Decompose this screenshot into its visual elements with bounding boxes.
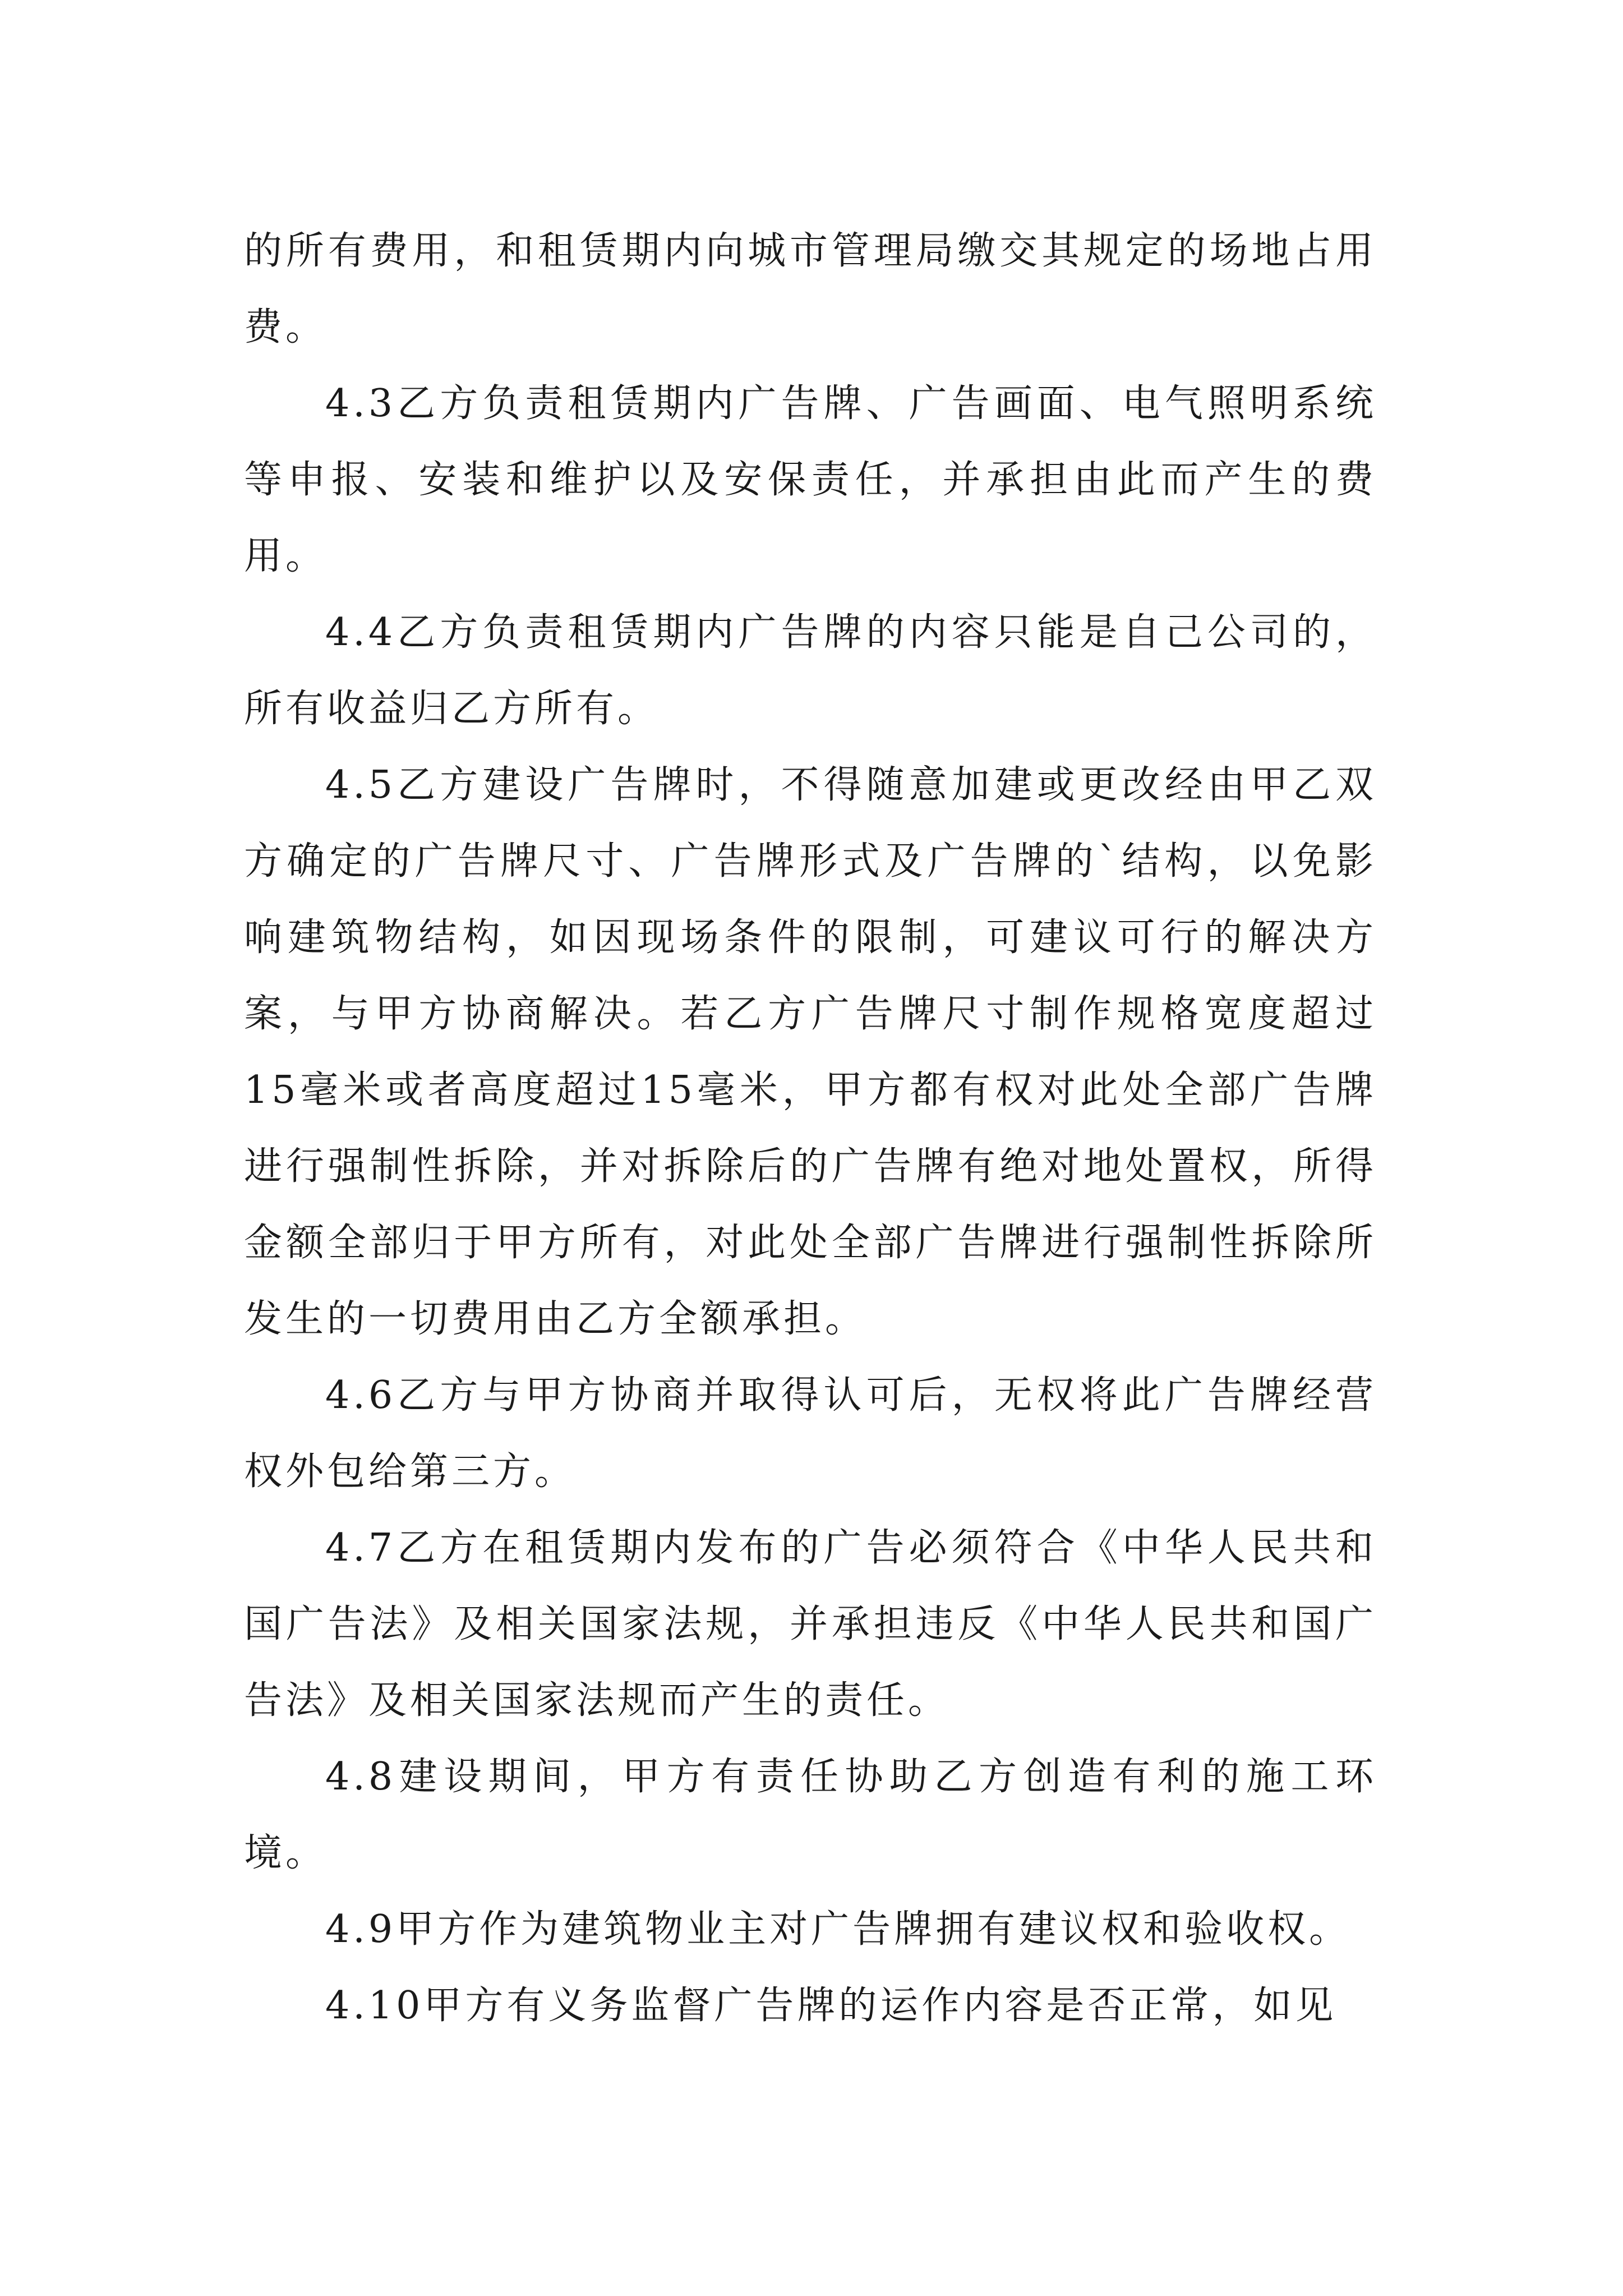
clause-4-6: 4.6乙方与甲方协商并取得认可后，无权将此广告牌经营权外包给第三方。: [244, 1373, 1377, 1494]
clause-4-3: 4.3乙方负责租赁期内广告牌、广告画面、电气照明系统等申报、安装和维护以及安保责任，并承担由此而产生的费用。: [244, 381, 1377, 578]
clause-4-10: 4.10甲方有义务监督广告牌的运作内容是否正常，如见: [325, 1984, 1337, 2028]
clause-4-5: 4.5乙方建设广告牌时，不得随意加建或更改经由甲乙双方确定的广告牌尺寸、广告牌形式及广告牌的`结构，以免影响建筑物结构，如因现场条件的限制，可建议可行的解决方案，与甲方协商解决。若乙方广告牌尺寸制作规格宽度超过15毫米或者高度超过15毫米，甲方都有权对此处全部广告牌进行强制性拆除，并对拆除后的广告牌有绝对地处置权，所得金额全部归于甲方所有，对此处全部广告牌进行强制性拆除所发生的一切费用由乙方全额承担。: [244, 763, 1377, 1341]
clause-4-7: 4.7乙方在租赁期内发布的广告必须符合《中华人民共和国广告法》及相关国家法规，并承担违反《中华人民共和国广告法》及相关国家法规而产生的责任。: [244, 1526, 1377, 1723]
clause-4-4: 4.4乙方负责租赁期内广告牌的内容只能是自己公司的，所有收益归乙方所有。: [244, 610, 1377, 731]
paragraph-continuation: 的所有费用，和租赁期内向城市管理局缴交其规定的场地占用费。: [244, 229, 1377, 349]
clause-4-9: 4.9甲方作为建筑物业主对广告牌拥有建议权和验收权。: [325, 1907, 1351, 1952]
document-body: [244, 213, 1377, 2044]
clause-4-8: 4.8建设期间，甲方有责任协助乙方创造有利的施工环境。: [244, 1755, 1377, 1875]
